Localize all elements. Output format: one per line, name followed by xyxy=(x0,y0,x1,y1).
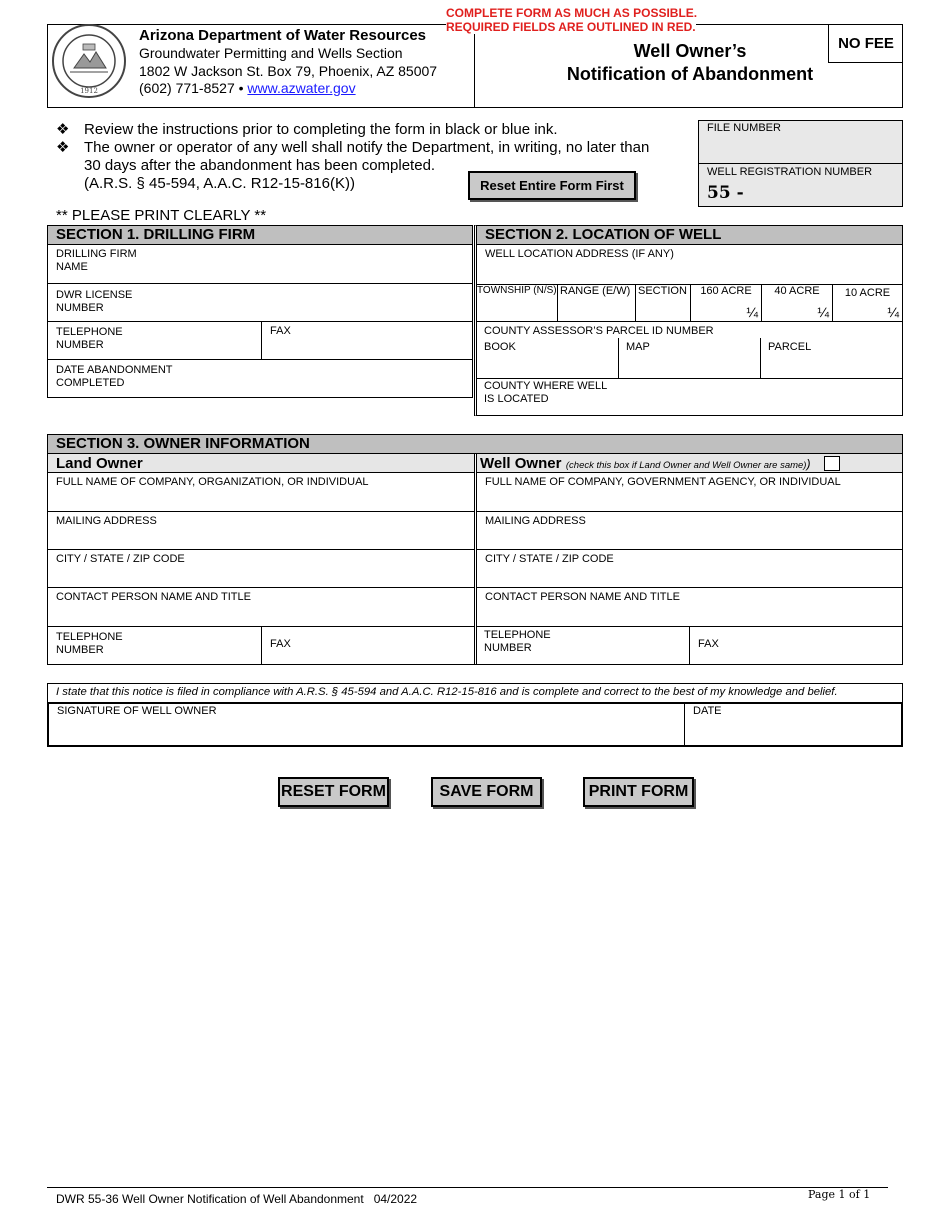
drilling-firm-name-field[interactable] xyxy=(48,245,472,284)
range-label: RANGE (E/W) xyxy=(560,285,631,297)
acre-160-label: 160 ACRE xyxy=(700,285,752,297)
book-label: BOOK xyxy=(484,341,516,353)
drilling-fax-label: FAX xyxy=(270,325,291,337)
map-label: MAP xyxy=(626,341,650,353)
acre-40-field[interactable] xyxy=(761,285,832,322)
range-field[interactable] xyxy=(557,285,635,322)
land-owner-name-field[interactable] xyxy=(48,473,474,512)
notice-line-2: REQUIRED FIELDS ARE OUTLINED IN RED. xyxy=(446,20,696,34)
well-registration-label: WELL REGISTRATION NUMBER xyxy=(707,166,873,178)
section1-title: SECTION 1. DRILLING FIRM xyxy=(48,226,472,245)
instruction-text-1: Review the instructions prior to completing the form in black or blue ink. xyxy=(84,121,558,138)
certification-statement: I state that this notice is filed in compliance with A.R.S. § 45-594 and A.A.C. R12-15-816 and is complete and correct to the best of my knowledge and belief. xyxy=(56,686,838,698)
well-owner-name-field[interactable] xyxy=(477,473,902,512)
acre-10-label: 10 ACRE xyxy=(844,287,891,299)
well-owner-mailing-field[interactable] xyxy=(477,512,902,550)
diamond-bullet-icon: ❖ xyxy=(56,139,70,156)
arizona-seal-icon xyxy=(50,22,128,100)
signature-field[interactable] xyxy=(47,702,685,747)
dwr-license-label: DWR LICENSE NUMBER xyxy=(56,289,133,314)
well-owner-note: (check this box if Land Owner and Well Owner are same) xyxy=(565,460,807,471)
save-form-button[interactable]: SAVE FORM xyxy=(431,777,542,807)
agency-address: 1802 W Jackson St. Box 79, Phoenix, AZ 85007 xyxy=(139,63,438,79)
land-owner-city-field[interactable] xyxy=(48,550,474,588)
same-owner-checkbox[interactable] xyxy=(824,456,840,471)
reset-form-button[interactable]: RESET FORM xyxy=(278,777,389,807)
footer-rule xyxy=(47,1187,888,1188)
date-abandonment-field[interactable] xyxy=(48,360,472,398)
section2-title: SECTION 2. LOCATION OF WELL xyxy=(477,226,902,245)
acre-160-field[interactable] xyxy=(690,285,761,322)
land-owner-fax-field[interactable] xyxy=(261,627,474,664)
well-owner-telephone-label: TELEPHONE NUMBER xyxy=(484,629,551,654)
agency-phone: (602) 771-8527 • xyxy=(139,80,244,96)
drilling-telephone-label: TELEPHONE NUMBER xyxy=(56,326,123,351)
dwr-license-field[interactable] xyxy=(48,284,472,322)
instruction-bullet-1 xyxy=(56,121,558,139)
footer-form-id: DWR 55-36 Well Owner Notification of Well Abandonment 04/2022 xyxy=(56,1192,418,1206)
form-title-line-2: Notification of Abandonment xyxy=(566,64,814,84)
svg-text:1912: 1912 xyxy=(80,87,98,95)
instruction-text-2a: The owner or operator of any well shall notify the Department, in writing, no later than xyxy=(84,139,650,156)
drilling-fax-field[interactable] xyxy=(261,322,472,360)
parcel-label: PARCEL xyxy=(768,341,812,353)
acre-40-quarter: ¼ xyxy=(817,304,829,320)
book-field[interactable] xyxy=(477,338,618,379)
drilling-firm-name-label: DRILLING FIRM NAME xyxy=(56,248,137,273)
well-owner-contact-label: CONTACT PERSON NAME AND TITLE xyxy=(485,591,680,603)
well-owner-city-field[interactable] xyxy=(477,550,902,588)
land-owner-header: Land Owner xyxy=(48,454,474,473)
well-owner-note-close: ) xyxy=(806,457,811,471)
date-abandonment-label: DATE ABANDONMENT COMPLETED xyxy=(56,364,173,389)
land-owner-contact-label: CONTACT PERSON NAME AND TITLE xyxy=(56,591,251,603)
well-owner-telephone-field[interactable] xyxy=(477,627,689,664)
header-divider xyxy=(474,24,475,108)
land-owner-contact-field[interactable] xyxy=(48,588,474,627)
form-title xyxy=(540,40,840,86)
section-number-label: SECTION xyxy=(638,285,687,297)
acre-10-field[interactable] xyxy=(832,285,902,322)
signature-date-label: DATE xyxy=(693,705,722,717)
land-owner-telephone-field[interactable] xyxy=(48,627,262,664)
acre-10-quarter: ¼ xyxy=(887,304,899,320)
land-owner-fax-label: FAX xyxy=(270,638,291,650)
office-divider xyxy=(698,163,903,164)
county-label: COUNTY WHERE WELL IS LOCATED xyxy=(484,380,608,405)
land-owner-name-label: FULL NAME OF COMPANY, ORGANIZATION, OR INDIVIDUAL xyxy=(56,476,369,488)
county-field[interactable] xyxy=(477,379,902,415)
print-clearly-note: ** PLEASE PRINT CLEARLY ** xyxy=(56,207,267,224)
land-owner-telephone-label: TELEPHONE NUMBER xyxy=(56,631,123,656)
notice-line-1: COMPLETE FORM AS MUCH AS POSSIBLE. xyxy=(446,6,698,20)
acre-40-label: 40 ACRE xyxy=(774,285,820,297)
footer-page-number: Page 1 of 1 xyxy=(808,1188,871,1201)
instruction-bullet-2 xyxy=(56,139,649,157)
diamond-bullet-icon: ❖ xyxy=(56,121,70,138)
parcel-id-label: COUNTY ASSESSOR’S PARCEL ID NUMBER xyxy=(484,325,714,337)
agency-name: Arizona Department of Water Resources xyxy=(139,27,427,44)
acre-160-quarter: ¼ xyxy=(746,304,758,320)
land-owner-mailing-label: MAILING ADDRESS xyxy=(56,515,157,527)
agency-website-link[interactable]: www.azwater.gov xyxy=(247,80,356,96)
well-owner-mailing-label: MAILING ADDRESS xyxy=(485,515,586,527)
agency-section: Groundwater Permitting and Wells Section xyxy=(139,45,403,61)
agency-contact xyxy=(139,80,356,97)
signature-date-field[interactable] xyxy=(685,702,903,747)
well-owner-name-label: FULL NAME OF COMPANY, GOVERNMENT AGENCY, OR INDIVIDUAL xyxy=(485,476,841,488)
parcel-field[interactable] xyxy=(760,338,902,379)
well-owner-title: Well Owner xyxy=(480,455,562,472)
file-number-label: FILE NUMBER xyxy=(707,122,781,134)
well-location-address-field[interactable] xyxy=(477,245,902,285)
form-title-line-1: Well Owner’s xyxy=(633,41,747,61)
instruction-text-2c: (A.R.S. § 45-594, A.A.C. R12-15-816(K)) xyxy=(84,175,355,192)
no-fee-badge: NO FEE xyxy=(828,24,903,63)
well-location-address-label: WELL LOCATION ADDRESS (IF ANY) xyxy=(485,248,674,260)
reset-entire-form-button[interactable]: Reset Entire Form First xyxy=(468,171,636,200)
land-owner-city-label: CITY / STATE / ZIP CODE xyxy=(56,553,185,565)
land-owner-mailing-field[interactable] xyxy=(48,512,474,550)
signature-label: SIGNATURE OF WELL OWNER xyxy=(57,705,217,717)
section3-title: SECTION 3. OWNER INFORMATION xyxy=(48,435,902,454)
township-field[interactable] xyxy=(477,285,557,322)
map-field[interactable] xyxy=(618,338,760,379)
file-number-input[interactable] xyxy=(699,136,902,162)
well-registration-value[interactable]: 55 - xyxy=(707,183,744,203)
drilling-telephone-field[interactable] xyxy=(48,322,262,360)
instruction-text-2b: 30 days after the abandonment has been completed. xyxy=(84,157,436,174)
well-owner-contact-field[interactable] xyxy=(477,588,902,627)
print-form-button[interactable]: PRINT FORM xyxy=(583,777,694,807)
well-owner-city-label: CITY / STATE / ZIP CODE xyxy=(485,553,614,565)
section-number-field[interactable] xyxy=(635,285,690,322)
well-owner-fax-field[interactable] xyxy=(689,627,902,664)
township-label: TOWNSHIP (N/S) xyxy=(477,285,557,296)
well-owner-fax-label: FAX xyxy=(698,638,719,650)
